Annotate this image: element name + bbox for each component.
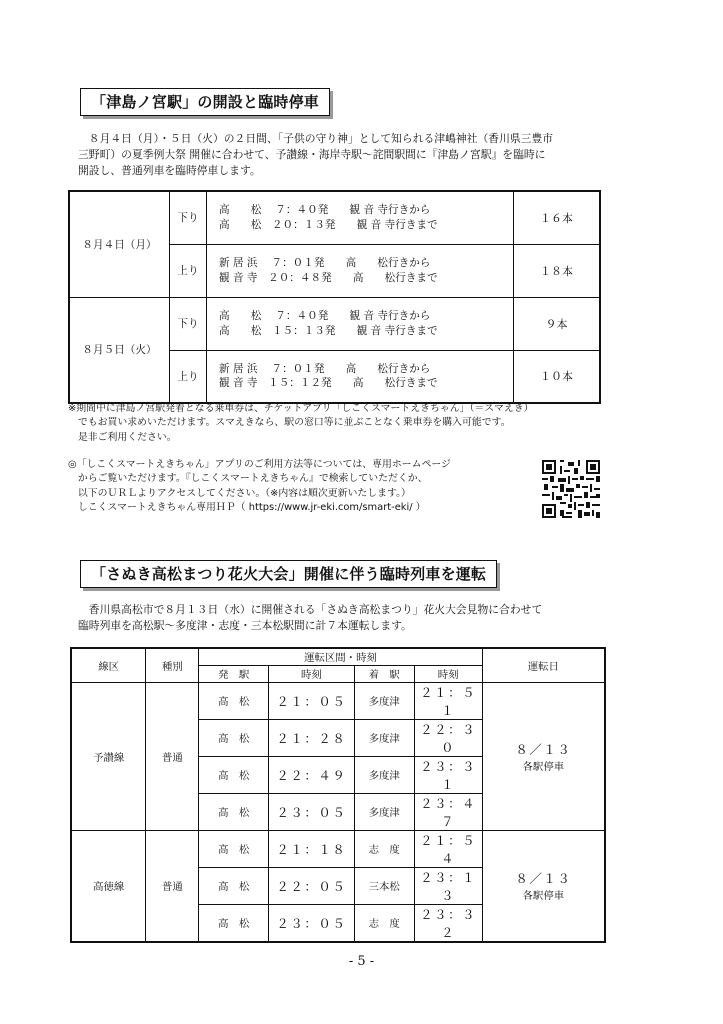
line-cell: 高徳線 — [71, 830, 146, 942]
header-days: 運転日 — [482, 648, 605, 682]
table-row — [69, 191, 600, 244]
header-type: 種別 — [146, 648, 199, 682]
from-station-cell: 高 松 — [199, 719, 269, 756]
note-line: 是非ご利用ください。 — [68, 431, 177, 443]
table-row — [71, 830, 605, 867]
header-arr-time: 時刻 — [414, 665, 482, 682]
to-station-cell: 志 度 — [354, 904, 414, 942]
arr-time-cell: ２３：３１ — [414, 756, 482, 793]
intro-line: 開設し、普通列車を臨時停車します。 — [78, 164, 261, 177]
intro-line: 三野町）の夏季例大祭 開催に合わせて、予讃線・海岸寺駅～詫間駅間に『津島ノ宮駅』を臨時に — [78, 148, 546, 161]
header-line: 線区 — [71, 648, 146, 682]
header-dep-station: 発 駅 — [199, 665, 269, 682]
day-text: ８／１３ — [515, 741, 572, 757]
train-count-cell: １０本 — [514, 350, 601, 403]
note-line: ※期間中に津島ノ宮駅発着となる乗車券は、チケットアプリ「しこくスマートえきちゃん」（＝スマえき） — [68, 403, 534, 414]
dep-time-cell: ２３：０５ — [269, 904, 355, 942]
day-text: ８／１３ — [515, 871, 572, 886]
intro-paragraph-1 — [78, 131, 553, 179]
direction-cell: 下り — [170, 297, 207, 350]
from-station-cell: 高 松 — [199, 904, 269, 942]
stops-text: 各駅停車 — [522, 890, 565, 902]
from-station-cell: 高 松 — [199, 867, 269, 904]
section-heading-fireworks: 「さぬき高松まつり花火大会」開催に伴う臨時列車を運転 — [80, 560, 497, 588]
arr-time-cell: ２２：３０ — [414, 719, 482, 756]
stops-text: 各駅停車 — [522, 760, 565, 773]
fireworks-train-table — [70, 647, 606, 943]
direction-cell: 上り — [170, 244, 207, 297]
to-station-cell: 多度津 — [354, 682, 414, 719]
type-cell: 普通 — [146, 830, 199, 942]
note-line: 以下のＵＲＬよりアクセスしてください。（※内容は順次更新いたします。） — [68, 487, 411, 499]
train-range-cell: 新 居 浜 ７：０１発 高 松行きから 観 音 寺 ２０：４８発 高 松行きまで — [207, 244, 514, 297]
note-line: ◎「しこくスマートえきちゃん」アプリのご利用方法等については、専用ホームページ — [68, 459, 451, 470]
url-line: しこくスマートえきちゃん専用ＨＰ（ https://www.jr-eki.com/smart-eki/ ） — [68, 502, 426, 514]
arr-time-cell: ２３：４７ — [414, 793, 482, 830]
train-range-cell: 高 松 ７：４０発 観 音 寺行きから 高 松 ２０：１３発 観 音 寺行きまで — [207, 191, 514, 244]
from-station-cell: 高 松 — [199, 756, 269, 793]
intro-paragraph-2 — [78, 602, 542, 634]
train-count-cell: １６本 — [514, 191, 601, 244]
dep-time-cell: ２２：０５ — [269, 867, 355, 904]
table-row — [71, 682, 605, 719]
tsushima-stop-table — [68, 190, 601, 404]
direction-cell: 上り — [170, 350, 207, 403]
dep-time-cell: ２１：２８ — [269, 719, 355, 756]
type-cell: 普通 — [146, 682, 199, 830]
header-section: 運転区間・時刻 — [199, 648, 482, 665]
train-count-cell: １８本 — [514, 244, 601, 297]
train-range-cell: 新 居 浜 ７：０１発 高 松行きから 観 音 寺 １５：１２発 高 松行きまで — [207, 350, 514, 403]
to-station-cell: 志 度 — [354, 830, 414, 867]
date-cell: ８月４日（月） — [69, 191, 170, 297]
date-cell: ８月５日（火） — [69, 297, 170, 403]
arr-time-cell: ２３：３２ — [414, 904, 482, 942]
train-range-cell: 高 松 ７：４０発 観 音 寺行きから 高 松 １５：１３発 観 音 寺行きまで — [207, 297, 514, 350]
qr-code-icon[interactable] — [540, 460, 602, 518]
intro-line: 臨時列車を高松駅～多度津・志度・三本松駅間に計７本運転します。 — [78, 619, 412, 632]
header-arr-station: 着 駅 — [354, 665, 414, 682]
to-station-cell: 多度津 — [354, 756, 414, 793]
dep-time-cell: ２３：０５ — [269, 793, 355, 830]
from-station-cell: 高 松 — [199, 830, 269, 867]
days-cell — [482, 682, 605, 830]
dep-time-cell: ２１：０５ — [269, 682, 355, 719]
dep-time-cell: ２２：４９ — [269, 756, 355, 793]
from-station-cell: 高 松 — [199, 682, 269, 719]
page-number: - 5 - — [348, 954, 375, 969]
intro-line: 香川県高松市で８月１３日（水）に開催される「さぬき高松まつり」花火大会見物に合わせて — [78, 603, 543, 616]
arr-time-cell: ２３：１３ — [414, 867, 482, 904]
ticket-note — [68, 402, 533, 445]
intro-line: ８月４日（月）・５日（火）の２日間、「子供の守り神」として知られる津嶋神社（香川県三豊市 — [78, 132, 554, 145]
arr-time-cell: ２１：５４ — [414, 830, 482, 867]
header-dep-time: 時刻 — [269, 665, 355, 682]
section-heading-tsushima: 「津島ノ宮駅」の開設と臨時停車 — [80, 88, 330, 116]
from-station-cell: 高 松 — [199, 793, 269, 830]
table-header-row — [71, 648, 605, 665]
dep-time-cell: ２１：１８ — [269, 830, 355, 867]
app-info-note — [68, 458, 451, 516]
to-station-cell: 多度津 — [354, 793, 414, 830]
note-line: でもお買い求めいただけます。スマえきなら、駅の窓口等に並ぶことなく乗車券を購入可能です。 — [68, 417, 511, 429]
note-line: からご覧いただけます。『しこくスマートえきちゃん』で検索していただくか、 — [68, 473, 428, 485]
arr-time-cell: ２１：５１ — [414, 682, 482, 719]
table-row — [69, 297, 600, 350]
days-cell — [482, 830, 605, 942]
to-station-cell: 多度津 — [354, 719, 414, 756]
direction-cell: 下り — [170, 191, 207, 244]
train-count-cell: ９本 — [514, 297, 601, 350]
to-station-cell: 三本松 — [354, 867, 414, 904]
line-cell: 予讃線 — [71, 682, 146, 830]
